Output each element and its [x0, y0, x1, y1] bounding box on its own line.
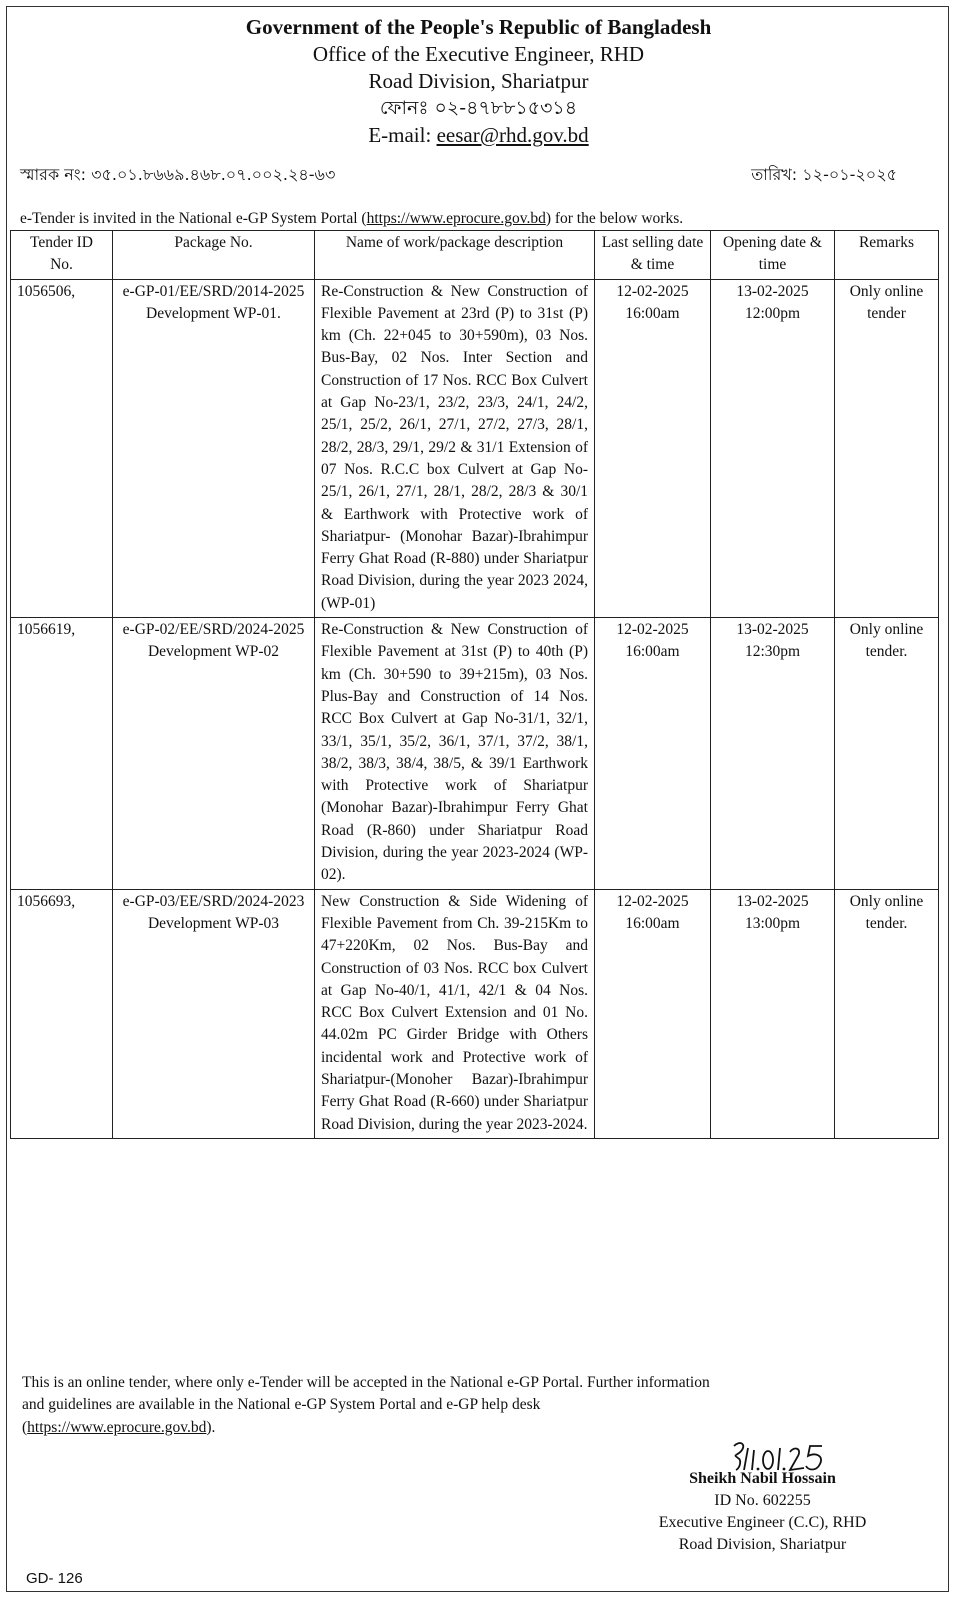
last-selling-date: 12-02-2025 16:00am — [595, 618, 711, 890]
footer-note — [22, 1372, 722, 1439]
memo-reference: স্মারক নং: ৩৫.০১.৮৬৬৯.৪৬৮.০৭.০০২.২৪-৬৩ — [20, 165, 336, 184]
header-package: Package No. — [113, 231, 315, 280]
header-opening: Opening date & time — [711, 231, 835, 280]
last-selling-date: 12-02-2025 16:00am — [595, 279, 711, 617]
header-last-selling: Last selling date & time — [595, 231, 711, 280]
package-no: e-GP-02/EE/SRD/2024-2025 Development WP-02 — [113, 618, 315, 890]
remarks: Only online tender. — [835, 889, 939, 1138]
signatory-name: Sheikh Nabil Hossain — [689, 1470, 836, 1487]
phone-number: ফোনঃ ০২-৪৭৮৮১৫৩১৪ — [379, 97, 578, 119]
opening-date: 13-02-2025 13:00pm — [711, 889, 835, 1138]
tender-id: 1056693, — [11, 889, 113, 1138]
signatory-designation: Executive Engineer (C.C), RHD — [658, 1514, 867, 1531]
helpdesk-link[interactable]: https://www.eprocure.gov.bd — [27, 1418, 207, 1436]
office-name: Office of the Executive Engineer, RHD — [312, 42, 645, 66]
intro-suffix: ) for the below works. — [545, 210, 684, 227]
tender-id: 1056506, — [11, 279, 113, 617]
intro-text — [20, 210, 683, 228]
table-row — [11, 889, 939, 1138]
last-selling-date: 12-02-2025 16:00am — [595, 889, 711, 1138]
tender-table — [10, 230, 939, 1139]
letterhead — [0, 14, 957, 149]
document-code: GD- 126 — [26, 1570, 83, 1587]
footer-note-suffix: ). — [206, 1418, 216, 1436]
work-description: Re-Construction & New Construction of Flexible Pavement at 23rd (P) to 31st (P) km (Ch. 22+045 to 30+590m), 03 Nos. Bus-Bay, 02 Nos. Inter Section and Construction of 17 Nos. RCC Box Culvert at Gap No-23/1, 23/2, 23/3, 24/1, 24/2, 25/1, 25/2, 26/1, 27/1, 27/2, 27/3, 28/1, 28/2, 28/3, 29/1, 29/2 & 31/1 Extension of 07 Nos. R.C.C box Culvert at Gap No-25/1, 26/1, 27/1, 28/1, 28/2, 28/3 & 30/1 & Earthwork with Protective work of Shariatpur- (Monohar Bazar)-Ibrahimpur Ferry Ghat Road (R-880) under Shariatpur Road Division, during the year 2023 2024, (WP-01) — [315, 279, 595, 617]
opening-date: 13-02-2025 12:00pm — [711, 279, 835, 617]
table-row — [11, 279, 939, 617]
signatory-division: Road Division, Shariatpur — [678, 1536, 847, 1553]
header-description: Name of work/package description — [315, 231, 595, 280]
work-description: Re-Construction & New Construction of Flexible Pavement at 31st (P) to 40th (P) km (Ch. 30+590 to 39+215m), 03 Nos. Plus-Bay and Construction of 14 Nos. RCC Box Culvert at Gap No-31/1, 32/1, 33/1, 35/1, 35/2, 36/1, 37/1, 37/2, 38/1, 38/2, 38/3, 38/4, 38/5, & 39/1 Earthwork with Protective work of Shariatpur (Monohar Bazar)-Ibrahimpur Ferry Ghat Road (R-860) under Shariatpur Road Division, during the year 2023-2024 (WP-02). — [315, 618, 595, 890]
remarks: Only online tender. — [835, 618, 939, 890]
intro-prefix: e-Tender is invited in the National e-GP System Portal ( — [20, 210, 367, 227]
header-tender-id: Tender ID No. — [11, 231, 113, 280]
package-no: e-GP-03/EE/SRD/2024-2023 Development WP-03 — [113, 889, 315, 1138]
signatory-id: ID No. 602255 — [714, 1492, 811, 1509]
work-description: New Construction & Side Widening of Flexible Pavement from Ch. 39-215Km to 47+220Km, 02 Nos. Bus-Bay and Construction of 03 Nos. RCC box Culvert at Gap No-40/1, 41/1, 42/1 & 04 Nos. RCC Box Culvert Extension and 01 No. 44.02m PC Girder Bridge with Others incidental work and Protective work of Shariatpur-(Monoher Bazar)-Ibrahimpur Ferry Ghat Road (R-660) under Shariatpur Road Division, during the year 2023-2024. — [315, 889, 595, 1138]
table-row — [11, 618, 939, 890]
division-name: Road Division, Shariatpur — [368, 69, 589, 93]
memo-date: তারিখ: ১২-০১-২০২৫ — [751, 165, 897, 184]
email-link[interactable]: eesar@rhd.gov.bd — [436, 123, 589, 147]
email-line — [0, 122, 957, 149]
header-remarks: Remarks — [835, 231, 939, 280]
remarks: Only online tender — [835, 279, 939, 617]
package-no: e-GP-01/EE/SRD/2014-2025 Development WP-01. — [113, 279, 315, 617]
footer-note-text: This is an online tender, where only e-Tender will be accepted in the National e-GP Portal. Further information and guidelines are available in the National e-GP System Portal and e-GP help desk ( — [22, 1374, 710, 1436]
signatory-block — [620, 1468, 905, 1556]
eprocure-link[interactable]: https://www.eprocure.gov.bd — [366, 210, 546, 227]
memo-row — [20, 162, 897, 189]
government-title: Government of the People's Republic of Bangladesh — [245, 15, 712, 39]
table-header-row — [11, 231, 939, 280]
opening-date: 13-02-2025 12:30pm — [711, 618, 835, 890]
tender-id: 1056619, — [11, 618, 113, 890]
email-label: E-mail: — [368, 123, 437, 147]
